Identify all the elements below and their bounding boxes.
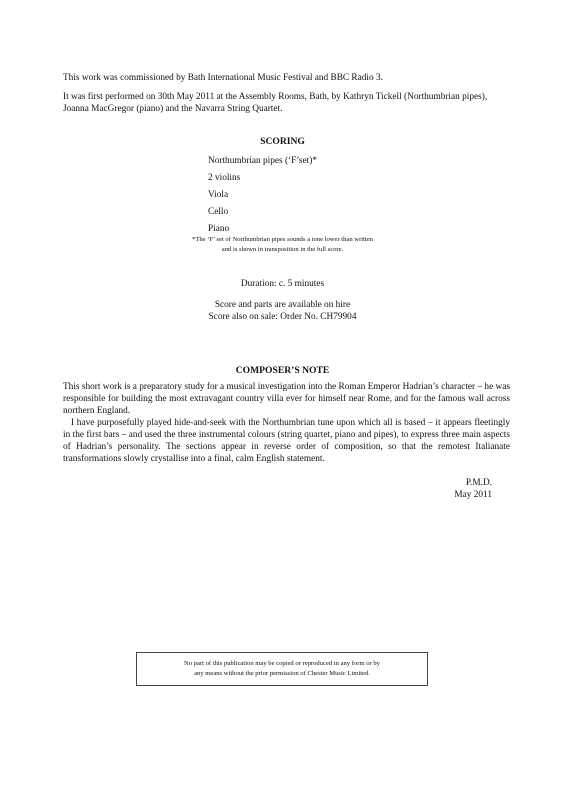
instrument-item: Piano (208, 224, 230, 234)
premiere-statement: It was first performed on 30th May 2011 at the Assembly Rooms, Bath, by Kathryn Tickell (Northumbrian pipes), Joanna MacGregor (piano) and the Navarra String Quartet. (63, 92, 488, 114)
signature-initials: P.M.D. (465, 478, 492, 488)
note-paragraph: This short work is a preparatory study for a musical investigation into the Roman Emperor Hadrian’s character – he was responsible for building the most extravagant country villa ever for himself near Rome, and for the famous wall across northern England. (63, 382, 510, 416)
duration: Duration: c. 5 minutes (240, 279, 325, 289)
instrument-item: Northumbrian pipes (‘F’set)* (208, 156, 317, 166)
signature-block (454, 477, 492, 501)
instrument-item: Cello (208, 207, 229, 217)
copyright-notice (136, 652, 428, 686)
availability (0, 299, 565, 323)
instrument-item: 2 violins (208, 173, 241, 183)
commission-statement: This work was commissioned by Bath International Music Festival and BBC Radio 3. (63, 73, 383, 83)
hire-info: Score and parts are available on hire (214, 300, 351, 310)
instrument-list (208, 153, 317, 238)
scoring-heading: SCORING (260, 136, 305, 147)
instrument-item: Viola (208, 190, 229, 200)
signature-date: May 2011 (454, 490, 492, 500)
copyright-line: No part of this publication may be copied or reproduced in any form or by (184, 660, 380, 667)
sale-info: Score also on sale: Order No. CH79904 (208, 312, 357, 322)
composer-note (63, 381, 510, 465)
composer-note-heading: COMPOSER’S NOTE (235, 365, 330, 376)
footnote-line: *The ‘F’ set of Northumbrian pipes sounds a tone lower than written (192, 236, 373, 243)
note-paragraph: I have purposefully played hide-and-seek with the Northumbrian tune upon which all is based – it appears fleetingly in the first bars – and used the three instrumental colours (string quartet, piano and pipes), to express three main aspects of Hadrian’s personality. The sections appear in reverse order of composition, so that the remotest Italianate transformations slowly crystallise into a final, calm English statement. (63, 418, 510, 464)
copyright-line: any means without the prior permission of Chester Music Limited. (194, 670, 370, 677)
scoring-footnote (0, 235, 565, 255)
footnote-line: and is shown in transposition in the full score. (221, 246, 344, 253)
